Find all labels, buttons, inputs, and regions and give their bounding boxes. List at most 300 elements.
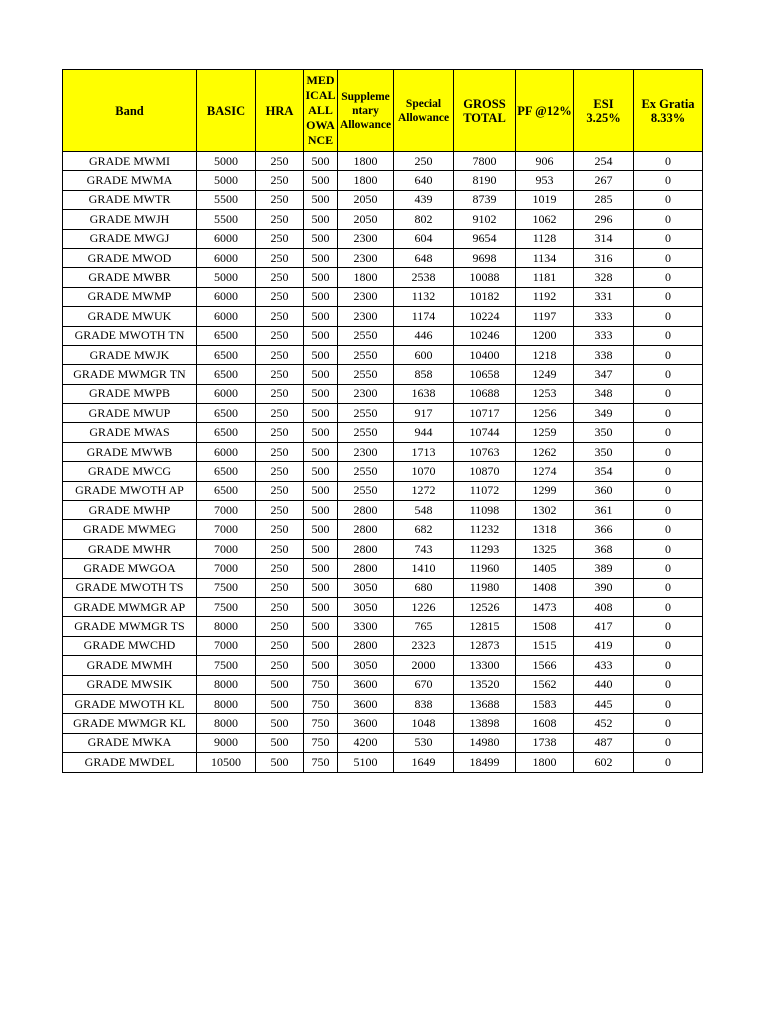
medical-cell: 500 (304, 326, 338, 345)
table-row (63, 539, 703, 558)
basic-cell: 7500 (197, 578, 256, 597)
table-row (63, 753, 703, 772)
medical-cell: 750 (304, 714, 338, 733)
header-hra: HRA (256, 70, 304, 152)
gross-cell: 10763 (454, 442, 516, 461)
header-row (63, 70, 703, 152)
ex-gratia-cell: 0 (634, 656, 703, 675)
esi-cell: 360 (574, 481, 634, 500)
table-row (63, 578, 703, 597)
supplementary-cell: 2550 (338, 423, 394, 442)
basic-cell: 6500 (197, 481, 256, 500)
medical-cell: 500 (304, 442, 338, 461)
special-cell: 1272 (394, 481, 454, 500)
header-line: Special (405, 97, 442, 110)
table-row (63, 636, 703, 655)
table-row (63, 384, 703, 403)
supplementary-cell: 5100 (338, 753, 394, 772)
header-line: ALL (308, 103, 333, 117)
hra-cell: 250 (256, 559, 304, 578)
band-cell: GRADE MWUP (63, 404, 197, 423)
basic-cell: 8000 (197, 714, 256, 733)
ex-gratia-cell: 0 (634, 287, 703, 306)
esi-cell: 348 (574, 384, 634, 403)
medical-cell: 500 (304, 307, 338, 326)
band-cell: GRADE MWDEL (63, 753, 197, 772)
hra-cell: 250 (256, 597, 304, 616)
ex-gratia-cell: 0 (634, 326, 703, 345)
medical-cell: 750 (304, 694, 338, 713)
band-cell: GRADE MWKA (63, 733, 197, 752)
special-cell: 439 (394, 190, 454, 209)
pf-cell: 1405 (516, 559, 574, 578)
gross-cell: 18499 (454, 753, 516, 772)
ex-gratia-cell: 0 (634, 442, 703, 461)
special-cell: 1410 (394, 559, 454, 578)
pf-cell: 1274 (516, 462, 574, 481)
basic-cell: 9000 (197, 733, 256, 752)
basic-cell: 6500 (197, 462, 256, 481)
supplementary-cell: 2300 (338, 248, 394, 267)
supplementary-cell: 2300 (338, 287, 394, 306)
band-cell: GRADE MWOTH TN (63, 326, 197, 345)
ex-gratia-cell: 0 (634, 733, 703, 752)
special-cell: 548 (394, 501, 454, 520)
ex-gratia-cell: 0 (634, 190, 703, 209)
header-line: ntary (352, 104, 379, 117)
table-row (63, 190, 703, 209)
basic-cell: 7000 (197, 636, 256, 655)
table-row (63, 171, 703, 190)
supplementary-cell: 1800 (338, 268, 394, 287)
hra-cell: 250 (256, 404, 304, 423)
gross-cell: 11293 (454, 539, 516, 558)
special-cell: 1132 (394, 287, 454, 306)
hra-cell: 250 (256, 481, 304, 500)
hra-cell: 250 (256, 423, 304, 442)
header-line: Ex Gratia (641, 96, 695, 111)
gross-cell: 11072 (454, 481, 516, 500)
table-row (63, 714, 703, 733)
hra-cell: 250 (256, 578, 304, 597)
pf-cell: 1249 (516, 365, 574, 384)
gross-cell: 12815 (454, 617, 516, 636)
gross-cell: 10400 (454, 345, 516, 364)
table-row (63, 559, 703, 578)
band-cell: GRADE MWMGR TS (63, 617, 197, 636)
basic-cell: 8000 (197, 675, 256, 694)
basic-cell: 6000 (197, 287, 256, 306)
band-cell: GRADE MWMA (63, 171, 197, 190)
gross-cell: 10717 (454, 404, 516, 423)
basic-cell: 6500 (197, 404, 256, 423)
hra-cell: 250 (256, 539, 304, 558)
supplementary-cell: 3600 (338, 694, 394, 713)
special-cell: 1713 (394, 442, 454, 461)
gross-cell: 8739 (454, 190, 516, 209)
basic-cell: 5500 (197, 190, 256, 209)
hra-cell: 250 (256, 171, 304, 190)
medical-cell: 500 (304, 384, 338, 403)
ex-gratia-cell: 0 (634, 152, 703, 171)
esi-cell: 333 (574, 307, 634, 326)
table-row (63, 229, 703, 248)
basic-cell: 6500 (197, 423, 256, 442)
esi-cell: 417 (574, 617, 634, 636)
table-row (63, 481, 703, 500)
ex-gratia-cell: 0 (634, 753, 703, 772)
medical-cell: 750 (304, 733, 338, 752)
basic-cell: 8000 (197, 694, 256, 713)
medical-cell: 500 (304, 597, 338, 616)
pf-cell: 1473 (516, 597, 574, 616)
table-row (63, 404, 703, 423)
hra-cell: 250 (256, 268, 304, 287)
special-cell: 838 (394, 694, 454, 713)
ex-gratia-cell: 0 (634, 423, 703, 442)
supplementary-cell: 3050 (338, 578, 394, 597)
basic-cell: 6000 (197, 384, 256, 403)
esi-cell: 368 (574, 539, 634, 558)
supplementary-cell: 2300 (338, 307, 394, 326)
medical-cell: 500 (304, 152, 338, 171)
table-row (63, 442, 703, 461)
pf-cell: 1583 (516, 694, 574, 713)
hra-cell: 250 (256, 520, 304, 539)
basic-cell: 5000 (197, 268, 256, 287)
gross-cell: 10246 (454, 326, 516, 345)
header-line: TOTAL (463, 110, 506, 125)
special-cell: 446 (394, 326, 454, 345)
ex-gratia-cell: 0 (634, 520, 703, 539)
gross-cell: 11980 (454, 578, 516, 597)
esi-cell: 338 (574, 345, 634, 364)
hra-cell: 250 (256, 326, 304, 345)
pf-cell: 1299 (516, 481, 574, 500)
esi-cell: 390 (574, 578, 634, 597)
gross-cell: 14980 (454, 733, 516, 752)
gross-cell: 10688 (454, 384, 516, 403)
medical-cell: 500 (304, 287, 338, 306)
basic-cell: 7000 (197, 520, 256, 539)
medical-cell: 500 (304, 501, 338, 520)
pf-cell: 1302 (516, 501, 574, 520)
ex-gratia-cell: 0 (634, 229, 703, 248)
special-cell: 1070 (394, 462, 454, 481)
gross-cell: 9102 (454, 210, 516, 229)
hra-cell: 250 (256, 210, 304, 229)
supplementary-cell: 3050 (338, 597, 394, 616)
medical-cell: 500 (304, 539, 338, 558)
special-cell: 944 (394, 423, 454, 442)
hra-cell: 250 (256, 617, 304, 636)
hra-cell: 500 (256, 714, 304, 733)
gross-cell: 13688 (454, 694, 516, 713)
supplementary-cell: 2550 (338, 345, 394, 364)
pf-cell: 1019 (516, 190, 574, 209)
supplementary-cell: 2800 (338, 520, 394, 539)
gross-cell: 11098 (454, 501, 516, 520)
hra-cell: 500 (256, 694, 304, 713)
header-supplementary-allowance (338, 70, 394, 152)
header-line: Allowance (397, 111, 450, 124)
special-cell: 600 (394, 345, 454, 364)
band-cell: GRADE MWOTH AP (63, 481, 197, 500)
gross-cell: 10744 (454, 423, 516, 442)
basic-cell: 6000 (197, 442, 256, 461)
header-line: NCE (307, 133, 334, 147)
special-cell: 648 (394, 248, 454, 267)
special-cell: 604 (394, 229, 454, 248)
header-line: Allowance (339, 118, 392, 131)
supplementary-cell: 3600 (338, 675, 394, 694)
band-cell: GRADE MWMGR TN (63, 365, 197, 384)
salary-grade-sheet (62, 69, 703, 773)
band-cell: GRADE MWMGR KL (63, 714, 197, 733)
esi-cell: 314 (574, 229, 634, 248)
medical-cell: 500 (304, 617, 338, 636)
ex-gratia-cell: 0 (634, 481, 703, 500)
pf-cell: 1566 (516, 656, 574, 675)
supplementary-cell: 2300 (338, 442, 394, 461)
ex-gratia-cell: 0 (634, 597, 703, 616)
hra-cell: 250 (256, 307, 304, 326)
esi-cell: 328 (574, 268, 634, 287)
basic-cell: 5000 (197, 171, 256, 190)
ex-gratia-cell: 0 (634, 171, 703, 190)
medical-cell: 500 (304, 210, 338, 229)
special-cell: 2000 (394, 656, 454, 675)
special-cell: 743 (394, 539, 454, 558)
esi-cell: 296 (574, 210, 634, 229)
table-row (63, 462, 703, 481)
esi-cell: 316 (574, 248, 634, 267)
table-row (63, 733, 703, 752)
ex-gratia-cell: 0 (634, 210, 703, 229)
medical-cell: 500 (304, 345, 338, 364)
header-ex-gratia (634, 70, 703, 152)
band-cell: GRADE MWOD (63, 248, 197, 267)
hra-cell: 250 (256, 462, 304, 481)
basic-cell: 10500 (197, 753, 256, 772)
medical-cell: 500 (304, 365, 338, 384)
gross-cell: 13300 (454, 656, 516, 675)
header-line: 8.33% (650, 110, 686, 125)
gross-cell: 11232 (454, 520, 516, 539)
band-cell: GRADE MWMGR AP (63, 597, 197, 616)
table-row (63, 326, 703, 345)
pf-cell: 953 (516, 171, 574, 190)
band-cell: GRADE MWAS (63, 423, 197, 442)
table-row (63, 675, 703, 694)
ex-gratia-cell: 0 (634, 636, 703, 655)
medical-cell: 500 (304, 248, 338, 267)
band-cell: GRADE MWWB (63, 442, 197, 461)
special-cell: 682 (394, 520, 454, 539)
table-row (63, 694, 703, 713)
band-cell: GRADE MWCG (63, 462, 197, 481)
band-cell: GRADE MWCHD (63, 636, 197, 655)
pf-cell: 1259 (516, 423, 574, 442)
gross-cell: 9654 (454, 229, 516, 248)
supplementary-cell: 2550 (338, 481, 394, 500)
pf-cell: 1262 (516, 442, 574, 461)
esi-cell: 440 (574, 675, 634, 694)
special-cell: 1649 (394, 753, 454, 772)
medical-cell: 500 (304, 404, 338, 423)
table-row (63, 268, 703, 287)
esi-cell: 433 (574, 656, 634, 675)
pf-cell: 1608 (516, 714, 574, 733)
header-line: Suppleme (341, 90, 390, 103)
ex-gratia-cell: 0 (634, 462, 703, 481)
band-cell: GRADE MWTR (63, 190, 197, 209)
ex-gratia-cell: 0 (634, 307, 703, 326)
ex-gratia-cell: 0 (634, 714, 703, 733)
basic-cell: 6500 (197, 326, 256, 345)
esi-cell: 349 (574, 404, 634, 423)
medical-cell: 500 (304, 656, 338, 675)
pf-cell: 1408 (516, 578, 574, 597)
header-line: MED (306, 73, 335, 87)
table-row (63, 287, 703, 306)
table-row (63, 520, 703, 539)
special-cell: 640 (394, 171, 454, 190)
band-cell: GRADE MWGJ (63, 229, 197, 248)
supplementary-cell: 2550 (338, 326, 394, 345)
pf-cell: 1325 (516, 539, 574, 558)
band-cell: GRADE MWHR (63, 539, 197, 558)
header-line: GROSS (463, 96, 506, 111)
esi-cell: 347 (574, 365, 634, 384)
band-cell: GRADE MWMH (63, 656, 197, 675)
supplementary-cell: 2800 (338, 539, 394, 558)
header-basic: BASIC (197, 70, 256, 152)
gross-cell: 10088 (454, 268, 516, 287)
table-row (63, 152, 703, 171)
ex-gratia-cell: 0 (634, 365, 703, 384)
pf-cell: 1800 (516, 753, 574, 772)
basic-cell: 6500 (197, 345, 256, 364)
special-cell: 2323 (394, 636, 454, 655)
hra-cell: 250 (256, 501, 304, 520)
pf-cell: 1253 (516, 384, 574, 403)
special-cell: 1048 (394, 714, 454, 733)
supplementary-cell: 2550 (338, 365, 394, 384)
special-cell: 670 (394, 675, 454, 694)
gross-cell: 9698 (454, 248, 516, 267)
esi-cell: 254 (574, 152, 634, 171)
pf-cell: 1181 (516, 268, 574, 287)
special-cell: 2538 (394, 268, 454, 287)
pf-cell: 1562 (516, 675, 574, 694)
medical-cell: 500 (304, 520, 338, 539)
medical-cell: 750 (304, 675, 338, 694)
esi-cell: 408 (574, 597, 634, 616)
pf-cell: 1738 (516, 733, 574, 752)
supplementary-cell: 3050 (338, 656, 394, 675)
special-cell: 1174 (394, 307, 454, 326)
gross-cell: 12873 (454, 636, 516, 655)
esi-cell: 350 (574, 423, 634, 442)
ex-gratia-cell: 0 (634, 404, 703, 423)
hra-cell: 250 (256, 442, 304, 461)
medical-cell: 500 (304, 481, 338, 500)
band-cell: GRADE MWUK (63, 307, 197, 326)
medical-cell: 500 (304, 229, 338, 248)
special-cell: 858 (394, 365, 454, 384)
pf-cell: 1192 (516, 287, 574, 306)
table-row (63, 248, 703, 267)
basic-cell: 6000 (197, 248, 256, 267)
ex-gratia-cell: 0 (634, 248, 703, 267)
esi-cell: 445 (574, 694, 634, 713)
supplementary-cell: 1800 (338, 171, 394, 190)
esi-cell: 366 (574, 520, 634, 539)
supplementary-cell: 3300 (338, 617, 394, 636)
esi-cell: 285 (574, 190, 634, 209)
basic-cell: 5500 (197, 210, 256, 229)
gross-cell: 12526 (454, 597, 516, 616)
band-cell: GRADE MWBR (63, 268, 197, 287)
esi-cell: 602 (574, 753, 634, 772)
gross-cell: 10658 (454, 365, 516, 384)
supplementary-cell: 4200 (338, 733, 394, 752)
header-gross-total (454, 70, 516, 152)
hra-cell: 250 (256, 190, 304, 209)
pf-cell: 1200 (516, 326, 574, 345)
special-cell: 802 (394, 210, 454, 229)
header-line: ESI (593, 96, 614, 111)
table-row (63, 365, 703, 384)
hra-cell: 250 (256, 287, 304, 306)
special-cell: 1226 (394, 597, 454, 616)
gross-cell: 10182 (454, 287, 516, 306)
supplementary-cell: 2800 (338, 501, 394, 520)
header-pf: PF @12% (516, 70, 574, 152)
basic-cell: 8000 (197, 617, 256, 636)
table-row (63, 307, 703, 326)
basic-cell: 7000 (197, 501, 256, 520)
basic-cell: 6000 (197, 229, 256, 248)
supplementary-cell: 2300 (338, 229, 394, 248)
header-medical-allowance (304, 70, 338, 152)
header-special-allowance (394, 70, 454, 152)
esi-cell: 389 (574, 559, 634, 578)
pf-cell: 1515 (516, 636, 574, 655)
hra-cell: 250 (256, 365, 304, 384)
esi-cell: 354 (574, 462, 634, 481)
band-cell: GRADE MWMI (63, 152, 197, 171)
ex-gratia-cell: 0 (634, 559, 703, 578)
ex-gratia-cell: 0 (634, 384, 703, 403)
supplementary-cell: 2800 (338, 559, 394, 578)
basic-cell: 6000 (197, 307, 256, 326)
special-cell: 917 (394, 404, 454, 423)
supplementary-cell: 2800 (338, 636, 394, 655)
esi-cell: 487 (574, 733, 634, 752)
basic-cell: 7000 (197, 539, 256, 558)
special-cell: 1638 (394, 384, 454, 403)
band-cell: GRADE MWOTH TS (63, 578, 197, 597)
medical-cell: 500 (304, 171, 338, 190)
medical-cell: 500 (304, 462, 338, 481)
special-cell: 765 (394, 617, 454, 636)
table-row (63, 501, 703, 520)
pf-cell: 1062 (516, 210, 574, 229)
pf-cell: 1197 (516, 307, 574, 326)
pf-cell: 1256 (516, 404, 574, 423)
